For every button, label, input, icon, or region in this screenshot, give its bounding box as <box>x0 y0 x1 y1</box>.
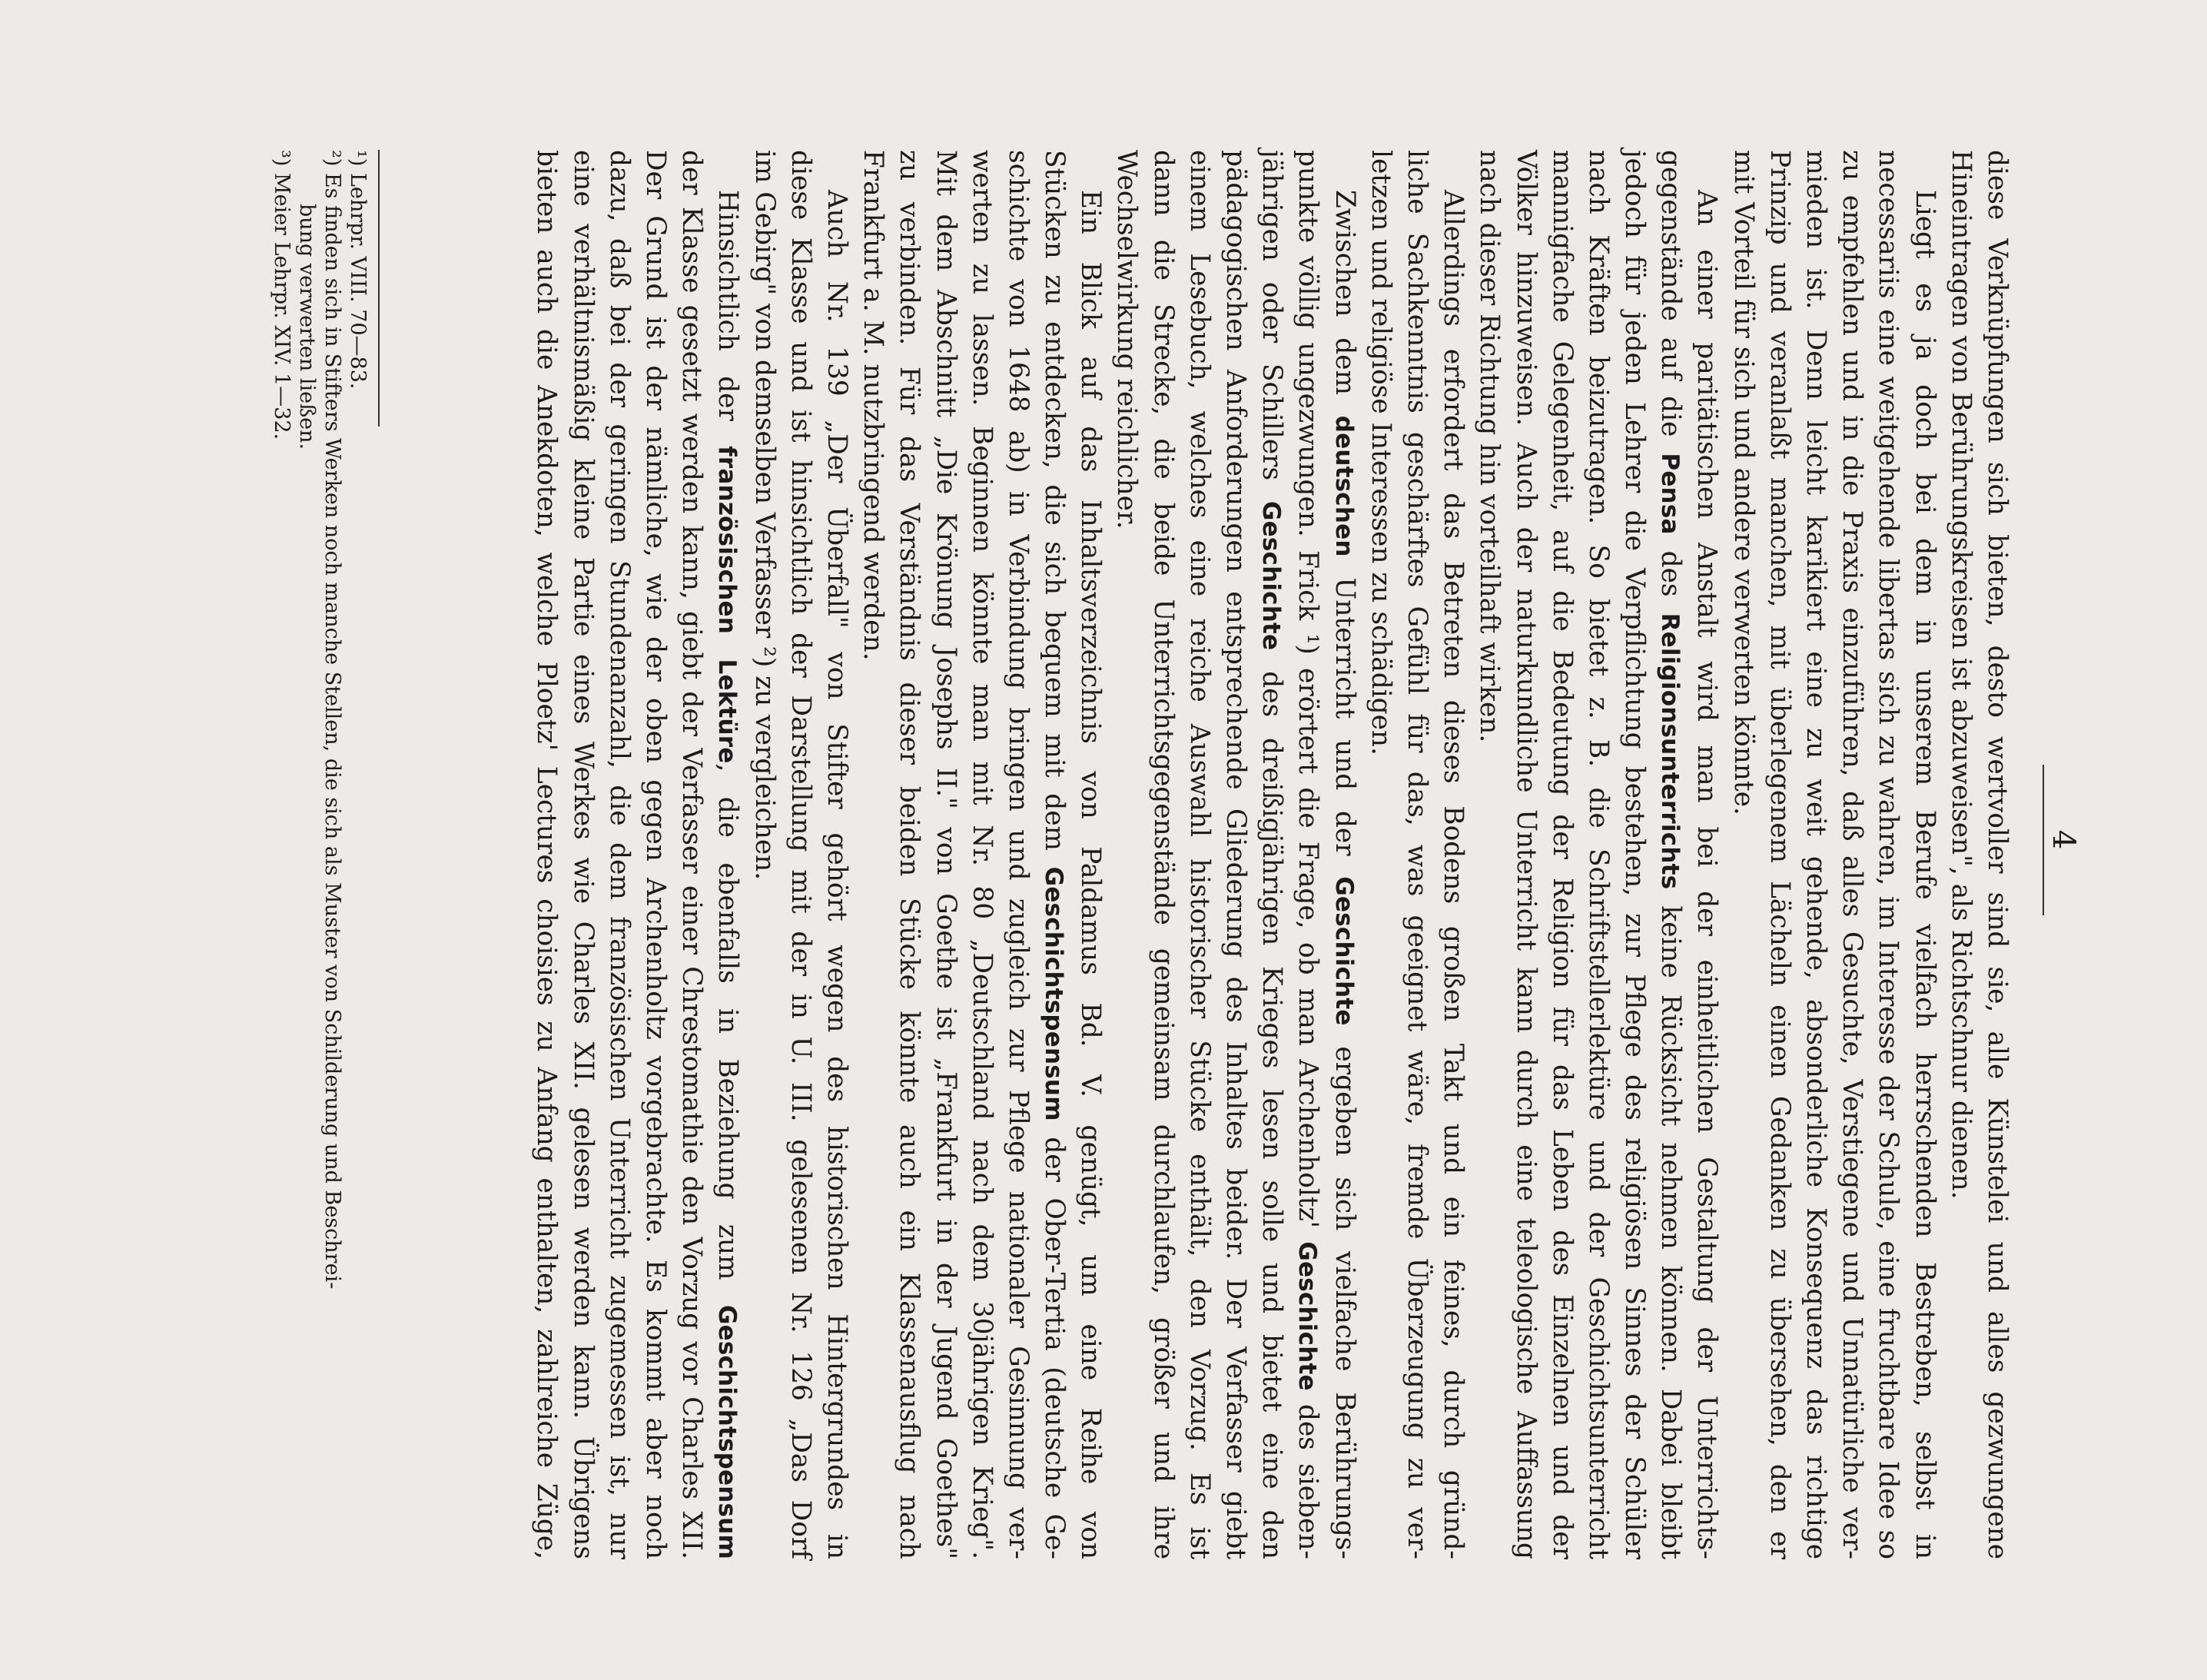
text-line: eine verhältnismäßig kleine Partie eines Werkes wie Charles XII. gelesen werden kann. Übrigens <box>567 150 599 1559</box>
page-number: 4 <box>2046 829 2081 851</box>
text-line: Prinzip und veranlaßt manchen, mit überlegenem Lächeln einen Gedanken zu übersehen, den er <box>1764 150 1795 1559</box>
text-line: Liegt es ja doch bei dem in unserem Berufe vielfach herrschenden Bestreben, selbst in <box>1909 190 1940 1559</box>
text-line: Auch Nr. 139 „Der Überfall" von Stifter gehört wegen des historischen Hintergrundes in <box>821 190 852 1559</box>
text-line: Mit dem Abschnitt „Die Krönung Josephs II." von Goethe ist „Frankfurt in der Jugend Goethes" <box>930 150 961 1559</box>
text-line: letzen und religiöse Interessen zu schädigen. <box>1365 150 1396 755</box>
text-line: nach dieser Richtung hin vorteilhaft wirken. <box>1474 150 1505 743</box>
text-line: pädagogischen Anforderungen entsprechende Gliederung des Inhaltes beider. Der Verfasser giebt <box>1220 150 1252 1559</box>
text-line: bieten auch die Anekdoten, welche Ploetz' Lectures choisies zu Anfang enthalten, zahlreiche Züge, <box>531 150 563 1559</box>
keyword-bold: Religionsunterrichts <box>1656 613 1684 890</box>
text-line: mannigfache Gelegenheit, auf die Bedeutung der Religion für das Leben des Einzelnen und der <box>1546 150 1578 1559</box>
text-line: zu verbinden. Für das Verständnis dieser beiden Stücke könnte auch ein Klassenausflug nach <box>894 150 925 1559</box>
text-line: Frankfurt a. M. nutzbringend werden. <box>858 150 889 661</box>
text-line: im Gebirg" von demselben Verfasser ²) zu vergleichen. <box>748 150 780 881</box>
text-line: Zwischen dem deutschen Unterricht und der Geschichte ergeben sich vielfache Berührungs- <box>1329 190 1360 1559</box>
text-line: Ein Blick auf das Inhaltsverzeichnis von Paldamus Bd. V. genügt, um eine Reihe von <box>1075 190 1107 1559</box>
text-line: diese Verknüpfungen sich bieten, desto wertvoller sind sie, alle Künstelei und alles gezwungene <box>1982 150 2013 1559</box>
text-line: schichte von 1648 ab) in Verbindung bringen und zugleich zur Pflege nationaler Gesinnung ver- <box>1002 150 1034 1559</box>
page-number-rule <box>2043 765 2044 915</box>
text-line: der Klasse gesetzt werden kann, giebt der Verfasser einer Chrestomathie den Vorzug vor Charles XII. <box>676 150 708 1559</box>
keyword-bold: Geschichtspensum <box>713 1304 742 1559</box>
text-line: Völker hinzuweisen. Auch der naturkundliche Unterricht kann durch eine teleologische Auffassung <box>1510 150 1542 1559</box>
footnote-rule <box>378 150 380 427</box>
text-line: Wechselwirkung reichlicher. <box>1111 150 1143 530</box>
footnotes <box>269 150 370 1559</box>
text-line: dann die Strecke, die beide Unterrichtsgegenstände gemeinsam durchlaufen, größer und ihre <box>1147 150 1179 1559</box>
text-line: mieden ist. Denn leicht karikiert eine zu weit gehende, absonderliche Konsequenz das richtige <box>1800 150 1832 1559</box>
text-line: diese Klasse und ist hinsichtlich der Darstellung mit der in U. III. gelesenen Nr. 126 „Das Dorf <box>785 150 816 1559</box>
text-line: gegenstände auf die Pensa des Religionsunterrichts keine Rücksicht nehmen können. Dabei bleibt <box>1655 150 1687 1559</box>
text-line: Hineintragen von Berührungskreisen ist abzuweisen", als Richtschnur dienen. <box>1945 150 1976 1200</box>
keyword-bold: Pensa <box>1656 453 1684 535</box>
text-line: Der Grund ist der nämliche, wie der oben gegen Archenholtz vorgebrachte. Es kommt aber noch <box>640 150 672 1559</box>
text-line: jährigen oder Schillers Geschichte des dreißigjährigen Krieges lesen solle und bietet eine den <box>1256 150 1288 1559</box>
text-line: mit Vorteil für sich und andere verwerten könnte. <box>1727 150 1759 815</box>
keyword-bold: deutschen <box>1329 415 1358 557</box>
text-line: zu empfehlen und in die Praxis einzuführen, daß alles Gesuchte, Verstiegene und Unnatürliche ver- <box>1837 150 1868 1559</box>
keyword-bold: Geschichte <box>1329 876 1358 1026</box>
text-line: punkte völlig ungezwungen. Frick ¹) erörtert die Frage, ob man Archenholtz' Geschichte des sieben- <box>1293 150 1324 1559</box>
footnote-line: ³) Meier Lehrpr. XIV. 1—32. <box>270 150 294 440</box>
text-line: dazu, daß bei der geringen Stundenanzahl, die dem französischen Unterricht zugemessen ist, nur <box>603 150 635 1559</box>
keyword-bold: Geschichte <box>1257 500 1286 651</box>
keyword-bold: Geschichtspensum <box>1040 866 1068 1121</box>
text-line: liche Sachkenntnis geschärftes Gefühl für das, was geeignet wäre, fremde Überzeugung zu ver- <box>1402 150 1432 1559</box>
text-line: Stücken zu entdecken, die sich bequem mit dem Geschichtspensum der Ober-Tertia (deutsche Ge- <box>1039 150 1070 1559</box>
footnote-line: bung verwerten ließen. <box>295 204 319 450</box>
keyword-bold: Geschichte <box>1293 1241 1322 1391</box>
text-line: Allerdings erfordert das Betreten dieses Bodens großen Takt und ein feines, durch gründ- <box>1438 190 1469 1559</box>
text-line: einem Lesebuch, welches eine reiche Auswahl historischer Stücke enthält, den Vorzug. Es ist <box>1183 150 1215 1559</box>
text-line: Hinsichtlich der französischen Lektüre, die ebenfalls in Beziehung zum Geschichtspensum <box>712 190 744 1559</box>
footnote-line: ¹) Lehrpr. VIII. 70—83. <box>346 150 370 390</box>
text-line: necessariis eine weitgehende libertas sich zu wahren, im Interesse der Schule, eine fruchtbare Idee so <box>1873 150 1904 1559</box>
text-line: nach Kräften beizutragen. So bietet z. B. die Schriftstellerlektüre und der Geschichtsunterricht <box>1582 150 1614 1559</box>
text-line: jedoch für jeden Lehrer die Verpflichtung bestehen, zur Pflege des religiösen Sinnes der Schüler <box>1619 150 1651 1559</box>
keyword-bold: französischen Lektüre <box>713 446 742 764</box>
footnote-line: ²) Es finden sich in Stifters Werken noch manche Stellen, die sich als Muster von Schilderung und Beschrei- <box>320 150 344 1290</box>
body-text <box>528 150 2015 1559</box>
text-line: An einer paritätischen Anstalt wird man bei der einheitlichen Gestaltung der Unterrichts- <box>1691 190 1723 1559</box>
text-line: werten zu lassen. Beginnen könnte man mit Nr. 80 „Deutschland nach dem 30jährigen Krieg". <box>966 150 997 1559</box>
